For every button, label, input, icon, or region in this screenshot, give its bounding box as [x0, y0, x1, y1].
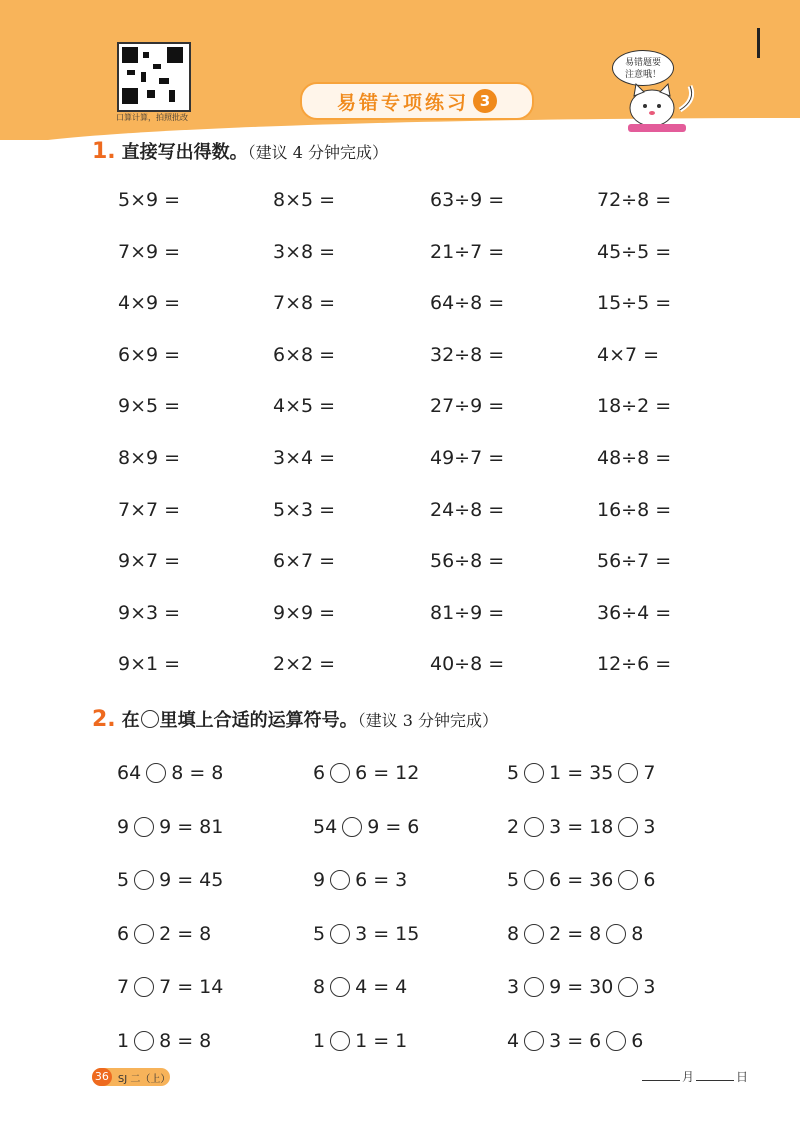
- section-1-number: 1.: [92, 139, 116, 164]
- problem-item[interactable]: 3×4 =: [273, 446, 336, 469]
- problem-text: 6: [117, 922, 130, 945]
- problem-item[interactable]: 9×9 =: [273, 601, 336, 624]
- problem-item[interactable]: 8×9 =: [118, 446, 181, 469]
- problem-item[interactable]: 7×8 =: [273, 292, 336, 315]
- operator-problem: [313, 1024, 507, 1058]
- problem-item[interactable]: 9×1 =: [118, 653, 181, 676]
- operator-blank-circle[interactable]: [606, 1031, 626, 1051]
- problem-text: 5: [507, 762, 520, 784]
- problem-item[interactable]: 7×9 =: [118, 240, 181, 263]
- problem-item[interactable]: 9×5 =: [118, 395, 181, 418]
- grade-label: SJ 二（上）: [117, 1073, 171, 1085]
- problem-text: 9: [313, 869, 326, 891]
- operator-problem: [117, 917, 313, 951]
- problem-text: 9 = 45: [159, 869, 224, 891]
- section-2-number: 2.: [92, 707, 116, 732]
- problem-text: 6: [643, 869, 656, 891]
- section-2-problems: [117, 756, 707, 1077]
- problem-item[interactable]: 49÷7 =: [430, 446, 505, 469]
- operator-problem: [117, 970, 313, 1004]
- problem-item[interactable]: 12÷6 =: [597, 653, 672, 676]
- operator-blank-circle[interactable]: [134, 977, 154, 997]
- problem-text: 1: [117, 1029, 130, 1052]
- section-1-problems: [118, 184, 707, 700]
- blank-circle-icon: [141, 710, 159, 728]
- operator-blank-circle[interactable]: [330, 1031, 350, 1051]
- day-label: 日: [736, 1070, 749, 1084]
- problem-item[interactable]: 36÷4 =: [597, 601, 672, 624]
- problem-item[interactable]: 3×8 =: [273, 240, 336, 263]
- problem-text: 9 = 30: [549, 976, 614, 998]
- problem-text: 2: [507, 815, 520, 838]
- problem-item[interactable]: 6×7 =: [273, 550, 336, 573]
- problem-text: 5: [507, 869, 520, 891]
- page-badge: [92, 1068, 170, 1086]
- month-blank[interactable]: [642, 1080, 680, 1081]
- operator-blank-circle[interactable]: [524, 1031, 544, 1051]
- problem-text: 9 = 6: [367, 815, 420, 838]
- operator-blank-circle[interactable]: [134, 1031, 154, 1051]
- qr-caption: 口算计算，拍照批改: [116, 113, 188, 122]
- problem-text: 3: [643, 815, 656, 838]
- problem-text: 6 = 3: [355, 869, 408, 891]
- problem-text: 8 = 8: [159, 1029, 212, 1052]
- section-1-title: [92, 138, 388, 164]
- problem-item[interactable]: 7×7 =: [118, 498, 181, 521]
- month-label: 月: [682, 1070, 695, 1084]
- problem-text: 4: [507, 1029, 520, 1052]
- problem-text: 5: [313, 922, 326, 945]
- problem-text: 8: [507, 922, 520, 945]
- section-1-text: 直接写出得数。: [121, 142, 248, 163]
- operator-blank-circle[interactable]: [134, 870, 154, 890]
- problem-item[interactable]: 4×7 =: [597, 343, 660, 366]
- problem-item[interactable]: 2×2 =: [273, 653, 336, 676]
- operator-blank-circle[interactable]: [134, 817, 154, 837]
- problem-item[interactable]: 40÷8 =: [430, 653, 505, 676]
- operator-problem: [313, 863, 507, 897]
- problem-text: 7: [643, 762, 656, 784]
- operator-blank-circle[interactable]: [524, 977, 544, 997]
- section-1-hint: （建议 4 分钟完成）: [247, 143, 389, 162]
- problem-item[interactable]: 9×3 =: [118, 601, 181, 624]
- problem-text: 54: [313, 815, 338, 838]
- page-title-text: 易错专项练习: [336, 91, 469, 114]
- problem-item[interactable]: 5×9 =: [118, 189, 181, 211]
- page-title: [300, 82, 534, 120]
- operator-problem: [313, 917, 507, 951]
- page-number: 36: [92, 1068, 112, 1086]
- operator-blank-circle[interactable]: [342, 817, 362, 837]
- day-blank[interactable]: [696, 1080, 734, 1081]
- problem-text: 64: [117, 762, 142, 784]
- operator-problem: [313, 756, 507, 790]
- problem-item[interactable]: 9×7 =: [118, 550, 181, 573]
- problem-text: 3: [643, 976, 656, 998]
- problem-text: 3 = 18: [549, 815, 614, 838]
- operator-blank-circle[interactable]: [524, 924, 544, 944]
- operator-problem: [507, 1024, 707, 1058]
- problem-text: 4 = 4: [355, 976, 408, 998]
- problem-item[interactable]: 21÷7 =: [430, 240, 505, 263]
- operator-blank-circle[interactable]: [524, 763, 544, 783]
- problem-item[interactable]: 4×9 =: [118, 292, 181, 315]
- operator-blank-circle[interactable]: [134, 924, 154, 944]
- problem-text: 1: [313, 1029, 326, 1052]
- problem-text: 7 = 14: [159, 976, 224, 998]
- qr-code-icon[interactable]: [117, 42, 191, 112]
- problem-item[interactable]: 5×3 =: [273, 498, 336, 521]
- problem-text: 6 = 36: [549, 869, 614, 891]
- problem-text: 9: [117, 815, 130, 838]
- problem-item[interactable]: 18÷2 =: [597, 395, 672, 418]
- operator-blank-circle[interactable]: [524, 817, 544, 837]
- operator-problem: [117, 756, 313, 790]
- date-line: [640, 1068, 748, 1085]
- section-2-text-pre: 在: [121, 710, 140, 731]
- operator-problem: [313, 810, 507, 844]
- problem-text: 1 = 1: [355, 1029, 408, 1052]
- problem-text: 8: [631, 922, 644, 945]
- problem-text: 1 = 35: [549, 762, 614, 784]
- operator-blank-circle[interactable]: [330, 763, 350, 783]
- cat-mascot-icon: [622, 80, 702, 132]
- operator-problem: [507, 917, 707, 951]
- problem-item[interactable]: 6×9 =: [118, 343, 181, 366]
- operator-problem: [117, 810, 313, 844]
- problem-item[interactable]: 15÷5 =: [597, 292, 672, 315]
- operator-problem: [507, 863, 707, 897]
- operator-problem: [507, 756, 707, 790]
- problem-item[interactable]: 63÷9 =: [430, 189, 505, 211]
- speech-line: 注意哦！: [624, 70, 661, 80]
- problem-item[interactable]: 81÷9 =: [430, 601, 505, 624]
- problem-text: 5: [117, 869, 130, 891]
- operator-blank-circle[interactable]: [330, 924, 350, 944]
- page-title-number: 3: [473, 89, 497, 113]
- operator-blank-circle[interactable]: [618, 763, 638, 783]
- operator-blank-circle[interactable]: [618, 870, 638, 890]
- speech-line: 易错题要: [624, 58, 661, 68]
- problem-text: 6 = 12: [355, 762, 420, 784]
- problem-text: 7: [117, 976, 130, 998]
- problem-text: 3: [507, 976, 520, 998]
- problem-item[interactable]: 8×5 =: [273, 189, 336, 211]
- operator-problem: [117, 1024, 313, 1058]
- problem-item[interactable]: 27÷9 =: [430, 395, 505, 418]
- problem-item[interactable]: 64÷8 =: [430, 292, 505, 315]
- section-2-hint: （建议 3 分钟完成）: [357, 711, 499, 730]
- operator-problem: [507, 810, 707, 844]
- edge-mark: [757, 28, 760, 58]
- problem-item[interactable]: 72÷8 =: [597, 189, 672, 211]
- problem-text: 3 = 6: [549, 1029, 602, 1052]
- problem-text: 9 = 81: [159, 815, 224, 838]
- problem-item[interactable]: 32÷8 =: [430, 343, 505, 366]
- problem-item[interactable]: 45÷5 =: [597, 240, 672, 263]
- operator-problem: [313, 970, 507, 1004]
- operator-blank-circle[interactable]: [330, 870, 350, 890]
- problem-item[interactable]: 56÷8 =: [430, 550, 505, 573]
- problem-item[interactable]: 6×8 =: [273, 343, 336, 366]
- problem-text: 3 = 15: [355, 922, 420, 945]
- operator-blank-circle[interactable]: [146, 763, 166, 783]
- problem-text: 2 = 8: [549, 922, 602, 945]
- operator-blank-circle[interactable]: [618, 977, 638, 997]
- operator-blank-circle[interactable]: [524, 870, 544, 890]
- operator-problem: [117, 863, 313, 897]
- problem-item[interactable]: 48÷8 =: [597, 446, 672, 469]
- section-2-title: [92, 706, 498, 732]
- problem-item[interactable]: 24÷8 =: [430, 498, 505, 521]
- problem-text: 8: [313, 976, 326, 998]
- problem-text: 6: [313, 762, 326, 784]
- problem-text: 6: [631, 1029, 644, 1052]
- problem-text: 8 = 8: [171, 762, 224, 784]
- section-2-text-post: 里填上合适的运算符号。: [159, 710, 358, 731]
- problem-item[interactable]: 4×5 =: [273, 395, 336, 418]
- operator-blank-circle[interactable]: [606, 924, 626, 944]
- problem-item[interactable]: 56÷7 =: [597, 550, 672, 573]
- operator-problem: [507, 970, 707, 1004]
- operator-blank-circle[interactable]: [330, 977, 350, 997]
- operator-blank-circle[interactable]: [618, 817, 638, 837]
- problem-item[interactable]: 16÷8 =: [597, 498, 672, 521]
- problem-text: 2 = 8: [159, 922, 212, 945]
